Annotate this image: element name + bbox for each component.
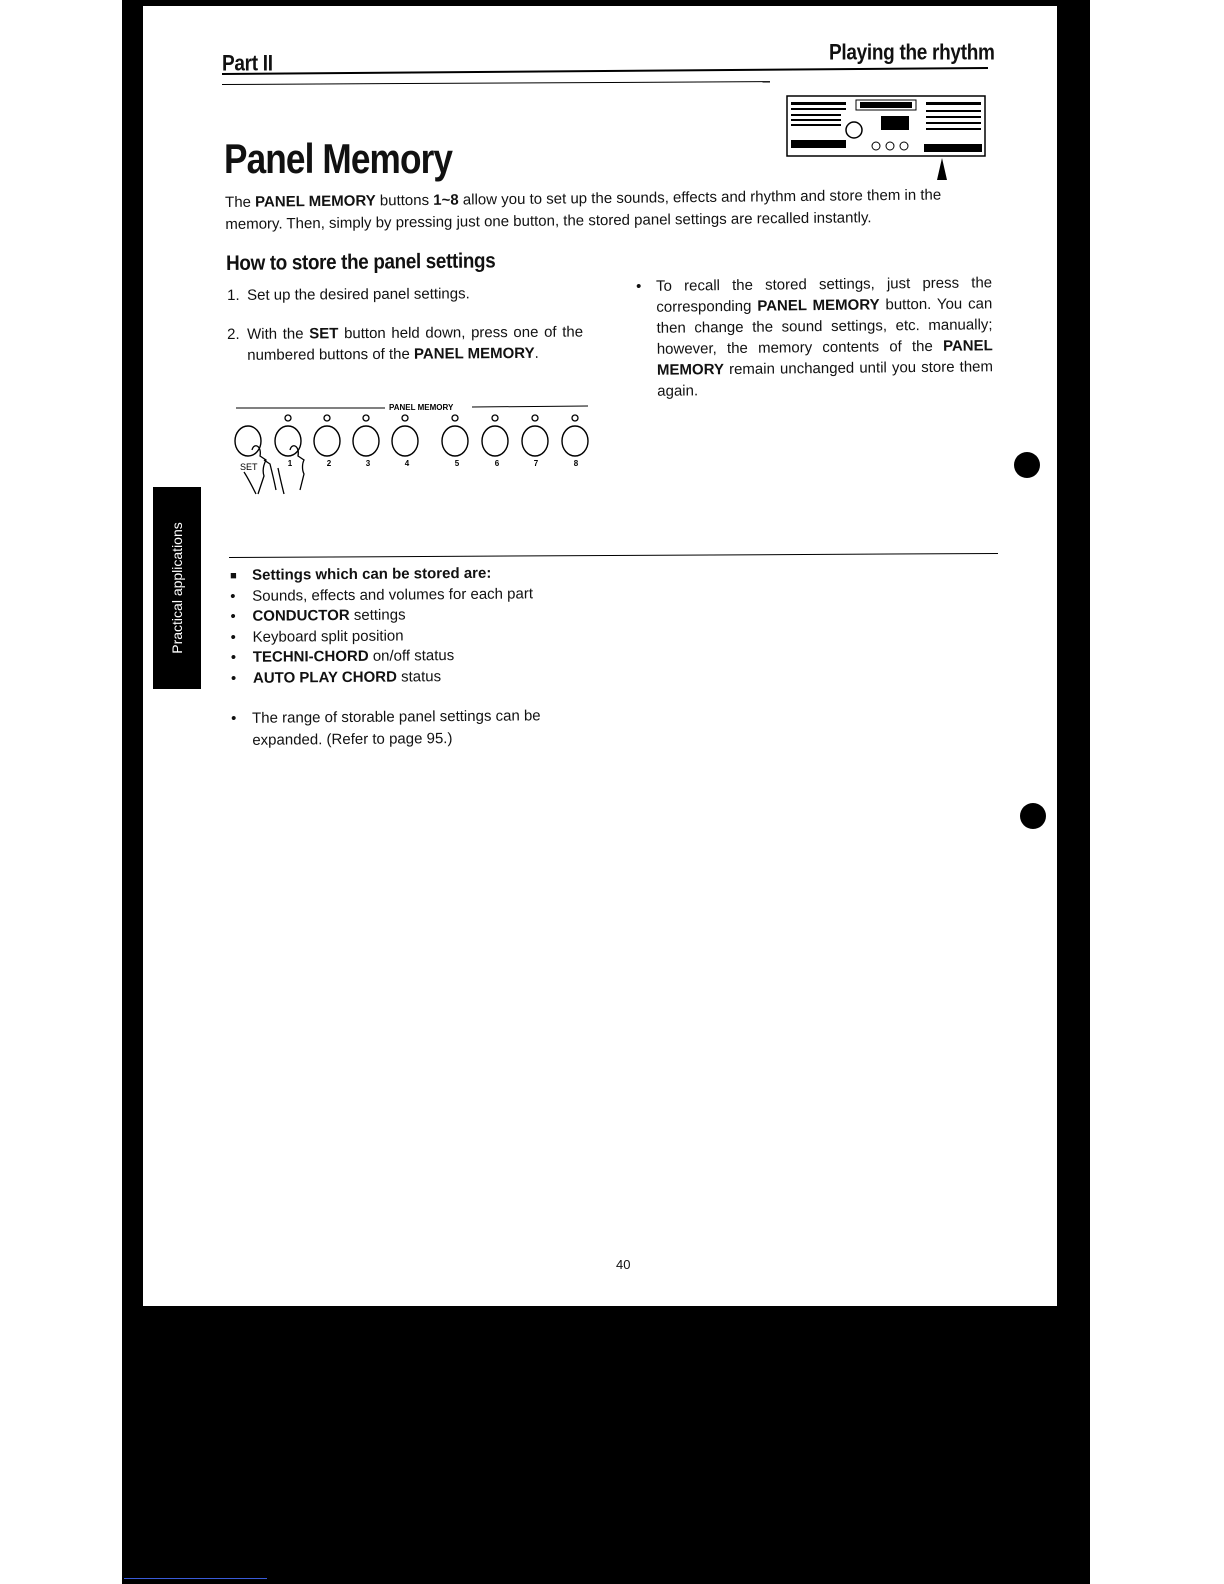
list-item: • Keyboard split position: [230, 626, 404, 646]
side-tab-label: Practical applications: [169, 522, 185, 654]
settings-list: [230, 563, 534, 689]
header-section: Playing the rhythm: [829, 41, 995, 66]
diagram-number: 5: [454, 459, 460, 468]
list-item: • CONDUCTOR settings: [230, 606, 406, 625]
diagram-number: 2: [326, 459, 332, 468]
punch-hole: [1020, 803, 1046, 829]
punch-hole: [1014, 452, 1040, 478]
header-part: Part II: [222, 52, 273, 77]
diagram-number: 4: [404, 459, 410, 468]
diagram-number: 7: [533, 459, 539, 468]
settings-heading-row: ■ Settings which can be stored are:: [230, 564, 492, 584]
diagram-number: 3: [365, 459, 371, 468]
diagram-set-label: SET: [240, 462, 258, 472]
intro-paragraph: The PANEL MEMORY buttons 1~8 allow you to set up the sounds, effects and rhythm and store them in the memory. Then, simply by pressing just one button, the stored panel settings are recalled instantly.: [225, 186, 942, 233]
list-item: • Sounds, effects and volumes for each part: [230, 584, 534, 605]
page-title: Panel Memory: [224, 136, 453, 183]
page-number: 40: [616, 1257, 631, 1272]
step-1: 1. Set up the desired panel settings.: [227, 285, 470, 304]
step-2: 2. With the SET button held down, press one of the numbered buttons of the PANEL MEMORY.: [227, 323, 584, 364]
diagram-label: PANEL MEMORY: [389, 403, 454, 412]
list-item: • TECHNI-CHORD on/off status: [230, 647, 455, 666]
blue-underline: [124, 1578, 267, 1579]
scan-border-bottom: [122, 1300, 1090, 1584]
diagram-number: 6: [494, 459, 500, 468]
range-note: • The range of storable panel settings can be expanded. (Refer to page 95.): [231, 707, 541, 749]
diagram-number: 1: [287, 459, 293, 468]
section-heading: How to store the panel settings: [226, 249, 496, 275]
list-item: • AUTO PLAY CHORD status: [230, 667, 442, 687]
diagram-number: 8: [573, 459, 579, 468]
side-tab: [153, 487, 201, 689]
keyboard-panel-icon: [786, 92, 988, 186]
panel-memory-diagram: [230, 398, 600, 508]
scan-edge: [143, 6, 473, 8]
recall-note: • To recall the stored settings, just press the corresponding PANEL MEMORY button. You can then change the sound settings, etc. manually; however, the memory contents of the PANEL MEMORY remain unchanged until you store them again.: [636, 274, 994, 400]
